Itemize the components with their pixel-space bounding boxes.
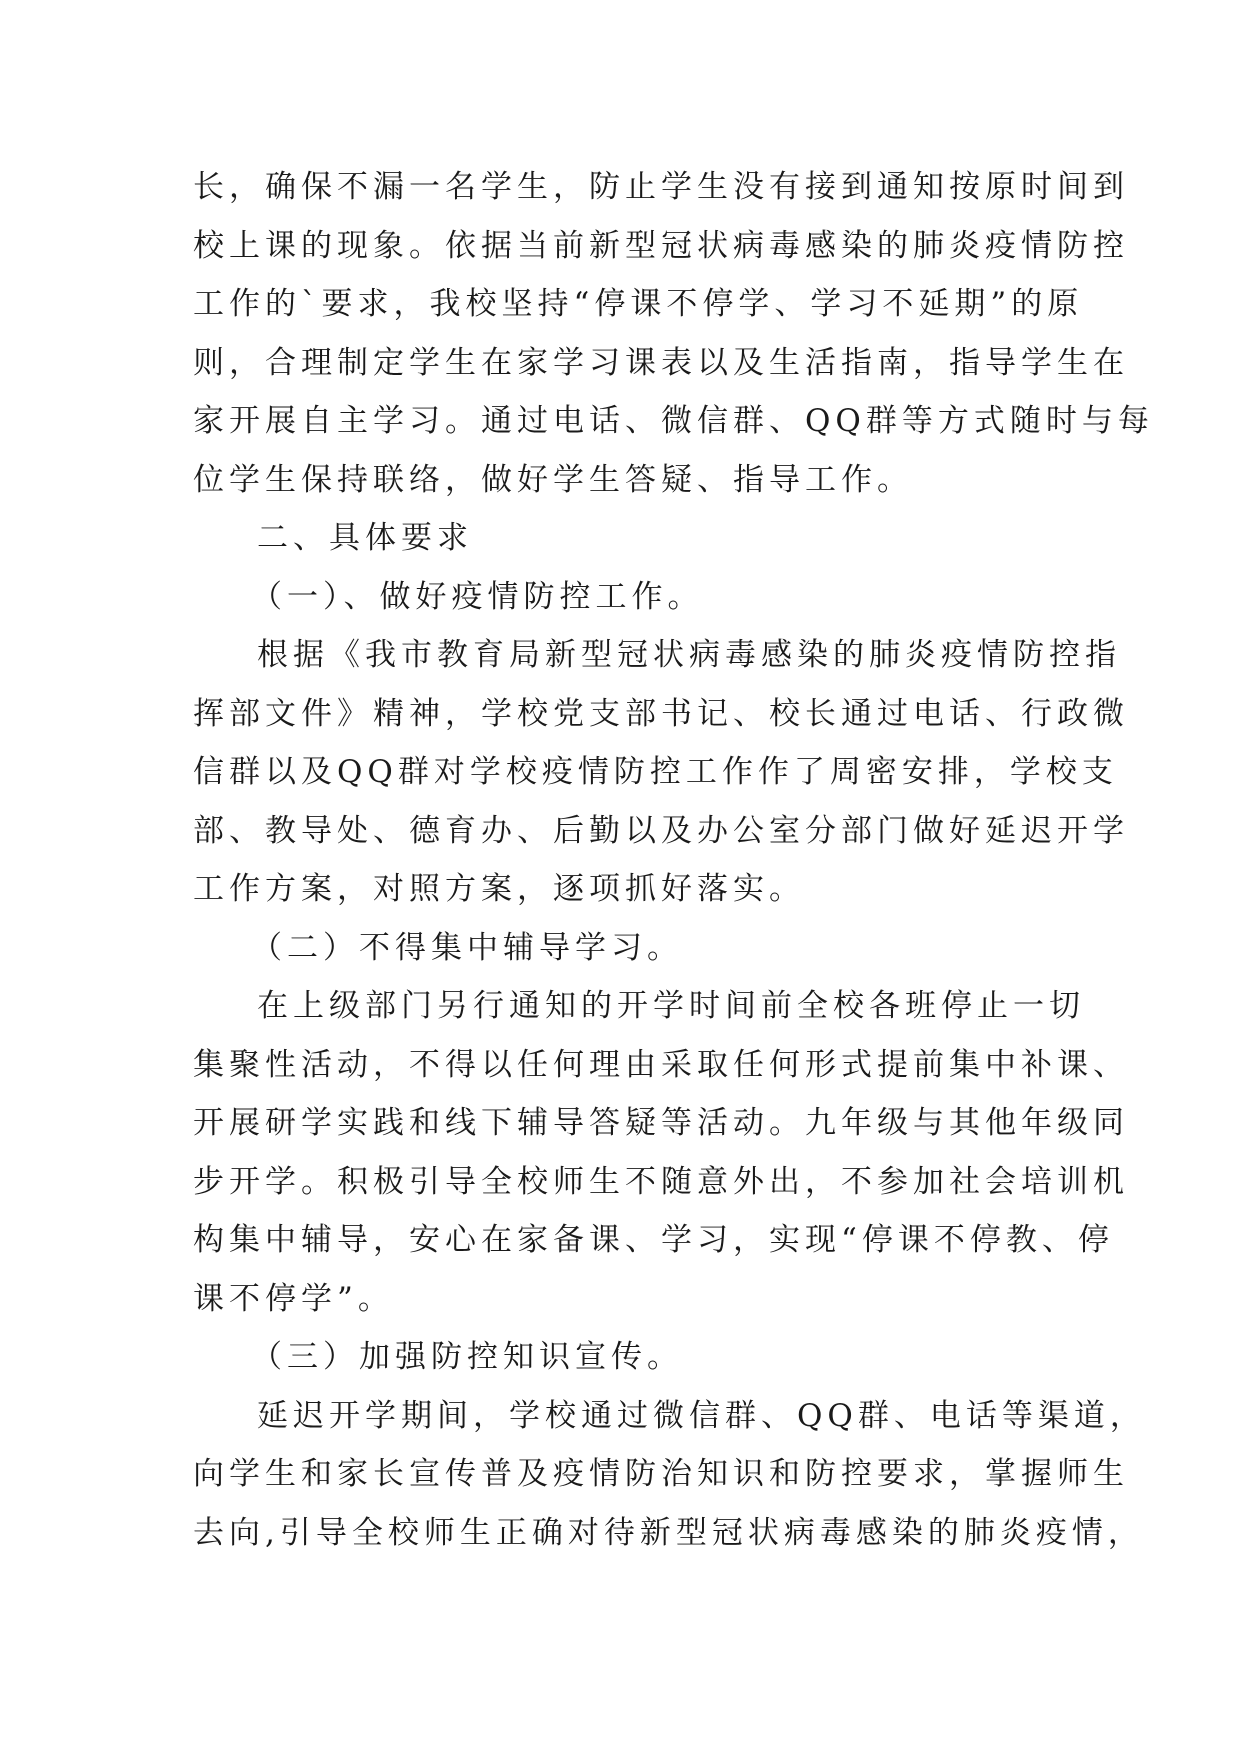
text-line: 校上课的现象。依据当前新型冠状病毒感染的肺炎疫情防控 — [193, 227, 1129, 264]
text-line: 部、教导处、德育办、后勤以及办公室分部门做好延迟开学 — [193, 812, 1129, 849]
text-line: 信群以及QQ群对学校疫情防控工作作了周密安排，学校支 — [193, 754, 1118, 790]
text-line: 长，确保不漏一名学生，防止学生没有接到通知按原时间到 — [193, 169, 1129, 205]
subsection-heading: （三）加强防控知识宣传。 — [251, 1339, 683, 1375]
paragraph-first-line: 根据《我市教育局新型冠状病毒感染的肺炎疫情防控指 — [257, 637, 1121, 673]
text-line: 去向,引导全校师生正确对待新型冠状病毒感染的肺炎疫情， — [193, 1514, 1144, 1551]
text-line: 位学生保持联络，做好学生答疑、指导工作。 — [193, 461, 913, 498]
text-line: 则，合理制定学生在家学习课表以及生活指南，指导学生在 — [193, 344, 1129, 381]
paragraph-first-line: 延迟开学期间，学校通过微信群、QQ群、电话等渠道， — [257, 1397, 1146, 1434]
text-line: 工作的`要求，我校坚持“停课不停学、学习不延期”的原 — [193, 286, 1084, 322]
paragraph-first-line: 在上级部门另行通知的开学时间前全校各班停止一切 — [257, 988, 1085, 1024]
subsection-heading: （一）、做好疫情防控工作。 — [251, 578, 704, 615]
text-line: 家开展自主学习。通过电话、微信群、QQ群等方式随时与每 — [193, 403, 1154, 439]
text-line: 构集中辅导，安心在家备课、学习，实现“停课不停教、停 — [193, 1222, 1114, 1258]
text-line: 工作方案，对照方案，逐项抓好落实。 — [193, 871, 805, 907]
section-heading: 二、具体要求 — [257, 520, 473, 556]
text-line: 集聚性活动，不得以任何理由采取任何形式提前集中补课、 — [193, 1046, 1129, 1083]
subsection-heading: （二）不得集中辅导学习。 — [251, 929, 683, 966]
text-line: 挥部文件》精神，学校党支部书记、校长通过电话、行政微 — [193, 695, 1129, 732]
text-line: 开展研学实践和线下辅导答疑等活动。九年级与其他年级同 — [193, 1105, 1129, 1141]
text-line: 向学生和家长宣传普及疫情防治知识和防控要求，掌握师生 — [193, 1456, 1129, 1492]
text-line: 课不停学”。 — [193, 1280, 394, 1317]
text-line: 步开学。积极引导全校师生不随意外出，不参加社会培训机 — [193, 1163, 1129, 1200]
document-body — [193, 158, 1154, 1562]
